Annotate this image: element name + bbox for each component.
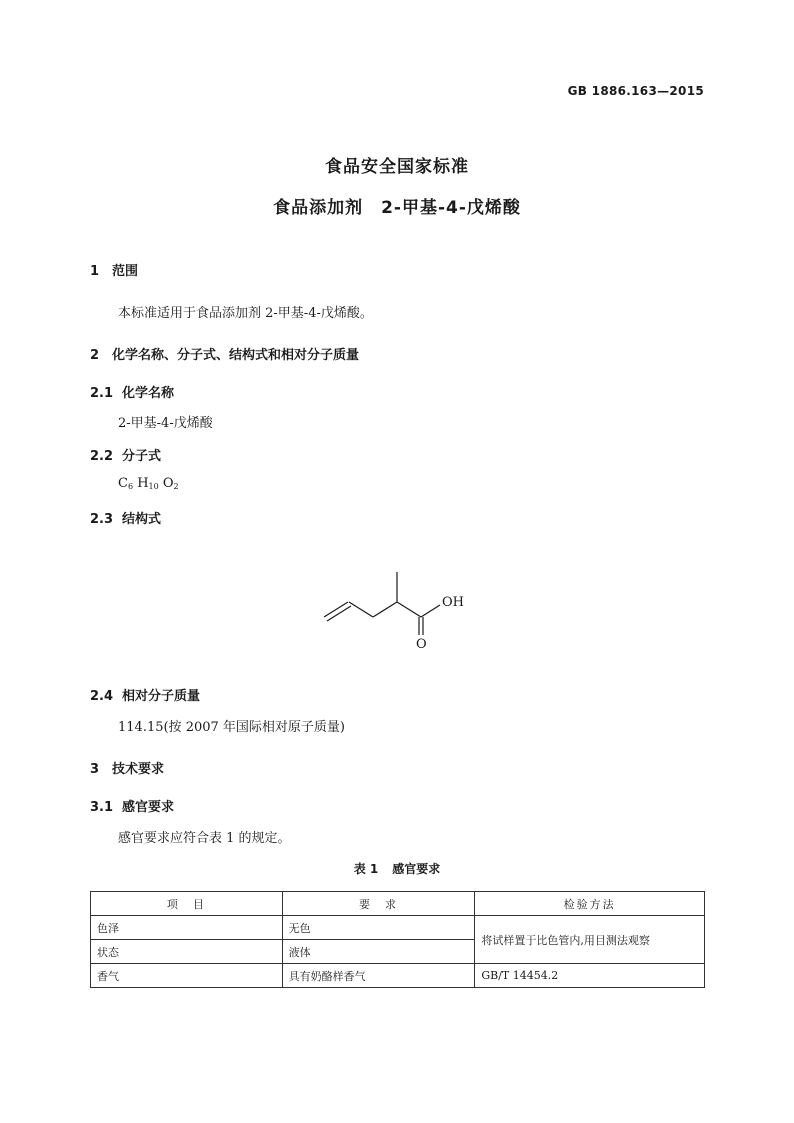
section-2-2-heading	[90, 445, 161, 464]
cell-item: 状态	[91, 940, 283, 964]
subscript-o: 2	[173, 482, 179, 491]
section-1-text: 本标准适用于食品添加剂 2-甲基-4-戊烯酸。	[118, 306, 373, 321]
document-subtitle: 食品添加剂 2-甲基-4-戊烯酸	[273, 198, 521, 218]
cell-method-merged: 将试样置于比色管内,用目测法观察	[475, 916, 705, 964]
section-title: 分子式	[122, 449, 162, 464]
section-2-3-heading	[90, 508, 161, 527]
hydroxyl-bond	[421, 605, 440, 617]
section-title: 化学名称、分子式、结构式和相对分子质量	[112, 348, 360, 363]
section-title: 化学名称	[122, 386, 175, 401]
cell-requirement: 无色	[282, 916, 475, 940]
section-3-1-heading	[90, 796, 174, 815]
cell-item: 香气	[91, 964, 283, 988]
section-title: 感官要求	[122, 800, 175, 815]
section-number: 2.1	[90, 386, 114, 401]
subscript-c: 6	[127, 482, 134, 491]
structural-formula	[300, 560, 500, 655]
section-2-4-heading	[90, 685, 200, 704]
cell-item: 色泽	[91, 916, 283, 940]
section-2-1-heading	[90, 382, 174, 401]
table-row	[91, 964, 705, 988]
section-number: 3.1	[90, 800, 114, 815]
section-title: 结构式	[122, 512, 162, 527]
header-item: 项 目	[91, 892, 283, 916]
section-number: 2.2	[90, 449, 114, 464]
section-number: 3	[90, 762, 100, 777]
section-3-1-text: 感官要求应符合表 1 的规定。	[118, 831, 291, 846]
section-number: 1	[90, 264, 100, 279]
cell-requirement: 具有奶酪样香气	[282, 964, 475, 988]
header-method: 检验方法	[475, 892, 705, 916]
section-1-heading	[90, 260, 138, 279]
oxygen-label: O	[416, 637, 427, 652]
section-2-heading	[90, 344, 359, 363]
section-number: 2.4	[90, 689, 114, 704]
table-header-row	[91, 892, 705, 916]
cell-method: GB/T 14454.2	[475, 964, 705, 988]
subscript-h: 10	[148, 482, 159, 491]
table-caption	[0, 860, 794, 877]
carboxyl-bond	[397, 602, 421, 617]
chemical-name: 2-甲基-4-戊烯酸	[118, 416, 213, 431]
table-row	[91, 916, 705, 940]
chain-bond	[373, 602, 397, 617]
section-title: 范围	[112, 264, 139, 279]
section-title: 技术要求	[112, 762, 165, 777]
table-title: 感官要求	[392, 862, 441, 876]
header-requirement: 要 求	[282, 892, 475, 916]
molecular-mass: 114.15(按 2007 年国际相对原子质量)	[118, 720, 345, 735]
element-c: C	[118, 476, 128, 491]
section-number: 2.3	[90, 512, 114, 527]
element-h: H	[137, 476, 149, 491]
section-title: 相对分子质量	[122, 689, 201, 704]
section-3-heading	[90, 758, 164, 777]
document-title: 食品安全国家标准	[325, 157, 469, 177]
standard-code: GB 1886.163—2015	[567, 84, 704, 98]
structure-bonds	[324, 572, 440, 635]
element-o: O	[162, 476, 174, 491]
section-number: 2	[90, 348, 100, 363]
cell-requirement: 液体	[282, 940, 475, 964]
sensory-requirements-table	[90, 891, 705, 988]
methylene-bond	[349, 602, 373, 617]
table-number: 表 1	[353, 862, 379, 876]
hydroxyl-label: OH	[442, 595, 464, 610]
molecular-formula	[118, 476, 179, 491]
